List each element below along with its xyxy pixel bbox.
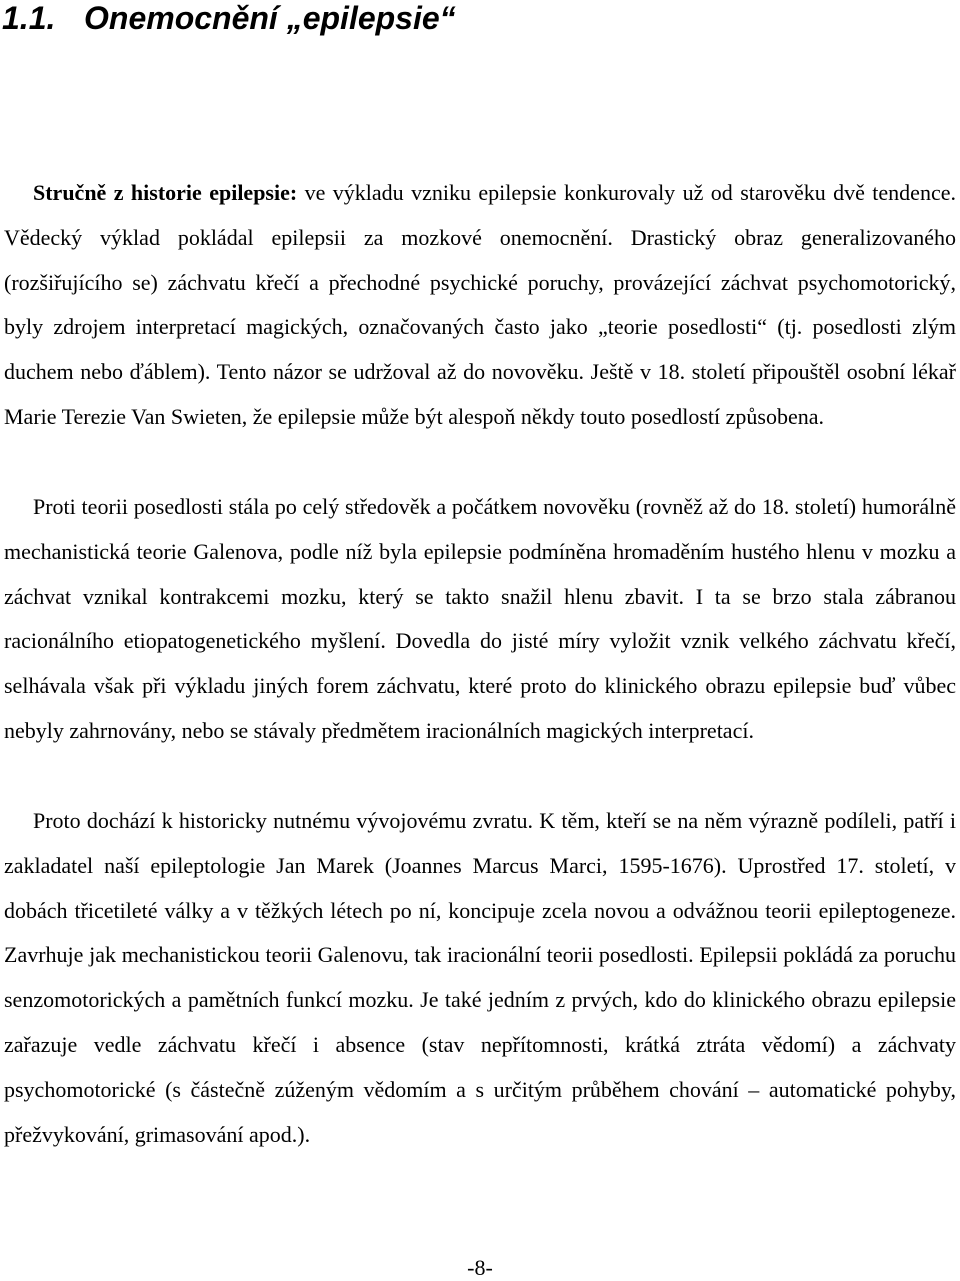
- paragraph-text: Proto dochází k historicky nutnému vývojovému zvratu. K těm, kteří se na něm výrazně podíleli, patří i zakladatel naší epileptologie Jan Marek (Joannes Marcus Marci, 1595-1676). Uprostřed 17. století, v dobách třicetileté války a v těžkých létech po ní, koncipuje zcela novou a odvážnou teorii epileptogeneze. Zavrhuje jak mechanistickou teorii Galenovu, tak iracionální teorii posedlosti. Epilepsii pokládá za poruchu senzomotorických a pamětních funkcí mozku. Je také jedním z prvých, kdo do klinického obrazu epilepsie zařazuje vedle záchvatu křečí i absence (stav nepřítomnosti, krátká ztráta vědomí) a záchvaty psychomotorické (s částečně zúženým vědomím a s určitým průběhem chování – automatické pohyby, přežvykování, grimasování apod.).: [4, 808, 956, 1147]
- section-title: Onemocnění „epilepsie“: [84, 0, 456, 36]
- page-number: -8-: [467, 1255, 493, 1280]
- section-heading: [2, 0, 456, 36]
- paragraph-lead-label: Stručně z historie epilepsie:: [33, 180, 298, 205]
- paragraph-text: Proti teorii posedlosti stála po celý středověk a počátkem novověku (rovněž až do 18. století) humorálně mechanistická teorie Galenova, podle níž byla epilepsie podmíněna hromaděním hustého hlenu v mozku a záchvat vznikal kontrakcemi mozku, který se takto snažil hlenu zbavit. I ta se brzo stala zábranou racionálního etiopatogenetického myšlení. Dovedla do jisté míry vyložit vznik velkého záchvatu křečí, selhávala však při výkladu jiných forem záchvatu, které proto do klinického obrazu epilepsie buď vůbec nebyly zahrnovány, nebo se stávaly předmětem iracionálních magických interpretací.: [4, 494, 956, 743]
- paragraph-galen-theory: [4, 485, 956, 754]
- paragraph-marek: [4, 799, 956, 1157]
- section-number: 1.1.: [2, 0, 56, 36]
- paragraph-text: ve výkladu vzniku epilepsie konkurovaly už od starověku dvě tendence. Vědecký výklad pokládal epilepsii za mozkové onemocnění. Drastický obraz generalizovaného (rozšiřujícího se) záchvatu křečí a přechodné psychické poruchy, provázející záchvat psychomotorický, byly zdrojem interpretací magických, označovaných často jako „teorie posedlosti“ (tj. posedlosti zlým duchem nebo ďáblem). Tento názor se udržoval až do novověku. Ještě v 18. století připouštěl osobní lékař Marie Terezie Van Swieten, že epilepsie může být alespoň někdy touto posedlostí způsobena.: [4, 180, 956, 429]
- paragraph-history: [4, 171, 956, 440]
